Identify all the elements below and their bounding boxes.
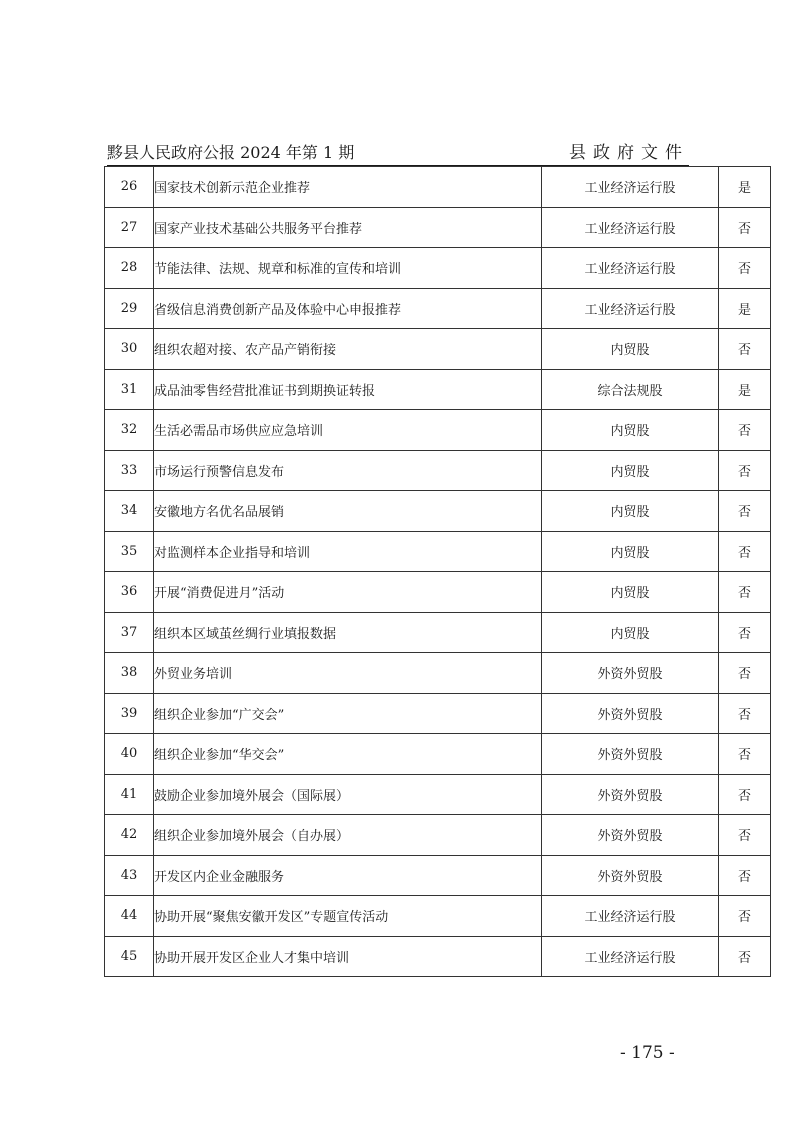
table-row: [105, 450, 771, 491]
yes-no-cell: 否: [719, 491, 771, 532]
table-row: [105, 369, 771, 410]
yes-no-cell: 否: [719, 248, 771, 289]
yes-no-cell: 否: [719, 207, 771, 248]
department-cell: 内贸股: [542, 329, 719, 370]
item-name-cell: 组织企业参加境外展会（自办展）: [154, 815, 542, 856]
row-number-cell: 38: [105, 653, 154, 694]
yes-no-cell: 否: [719, 855, 771, 896]
row-number-cell: 40: [105, 734, 154, 775]
section-title: 县政府文件: [569, 143, 689, 163]
table-row: [105, 329, 771, 370]
department-cell: 工业经济运行股: [542, 288, 719, 329]
yes-no-cell: 否: [719, 572, 771, 613]
item-name-cell: 节能法律、法规、规章和标准的宣传和培训: [154, 248, 542, 289]
item-name-cell: 省级信息消费创新产品及体验中心申报推荐: [154, 288, 542, 329]
department-cell: 工业经济运行股: [542, 896, 719, 937]
yes-no-cell: 否: [719, 329, 771, 370]
table-row: [105, 653, 771, 694]
department-cell: 内贸股: [542, 612, 719, 653]
table-row: [105, 896, 771, 937]
yes-no-cell: 否: [719, 734, 771, 775]
row-number-cell: 36: [105, 572, 154, 613]
row-number-cell: 35: [105, 531, 154, 572]
yes-no-cell: 是: [719, 167, 771, 208]
item-name-cell: 鼓励企业参加境外展会（国际展）: [154, 774, 542, 815]
department-cell: 工业经济运行股: [542, 248, 719, 289]
table-row: [105, 167, 771, 208]
department-cell: 内贸股: [542, 572, 719, 613]
row-number-cell: 42: [105, 815, 154, 856]
items-table-body: [105, 167, 771, 977]
row-number-cell: 45: [105, 936, 154, 977]
yes-no-cell: 否: [719, 896, 771, 937]
page-number: - 175 -: [620, 1043, 675, 1063]
yes-no-cell: 否: [719, 612, 771, 653]
row-number-cell: 33: [105, 450, 154, 491]
department-cell: 外资外贸股: [542, 774, 719, 815]
department-cell: 内贸股: [542, 491, 719, 532]
department-cell: 外资外贸股: [542, 815, 719, 856]
item-name-cell: 组织农超对接、农产品产销衔接: [154, 329, 542, 370]
row-number-cell: 37: [105, 612, 154, 653]
department-cell: 外资外贸股: [542, 653, 719, 694]
row-number-cell: 43: [105, 855, 154, 896]
department-cell: 内贸股: [542, 410, 719, 451]
item-name-cell: 组织本区域茧丝绸行业填报数据: [154, 612, 542, 653]
row-number-cell: 27: [105, 207, 154, 248]
item-name-cell: 市场运行预警信息发布: [154, 450, 542, 491]
table-row: [105, 855, 771, 896]
yes-no-cell: 否: [719, 531, 771, 572]
department-cell: 外资外贸股: [542, 693, 719, 734]
yes-no-cell: 是: [719, 369, 771, 410]
department-cell: 工业经济运行股: [542, 207, 719, 248]
row-number-cell: 28: [105, 248, 154, 289]
item-name-cell: 国家技术创新示范企业推荐: [154, 167, 542, 208]
item-name-cell: 对监测样本企业指导和培训: [154, 531, 542, 572]
item-name-cell: 生活必需品市场供应应急培训: [154, 410, 542, 451]
table-row: [105, 531, 771, 572]
table-row: [105, 491, 771, 532]
row-number-cell: 30: [105, 329, 154, 370]
department-cell: 工业经济运行股: [542, 936, 719, 977]
yes-no-cell: 否: [719, 936, 771, 977]
row-number-cell: 29: [105, 288, 154, 329]
items-table: [104, 166, 771, 977]
yes-no-cell: 否: [719, 450, 771, 491]
row-number-cell: 34: [105, 491, 154, 532]
yes-no-cell: 否: [719, 815, 771, 856]
department-cell: 外资外贸股: [542, 855, 719, 896]
row-number-cell: 31: [105, 369, 154, 410]
item-name-cell: 开展“消费促进月”活动: [154, 572, 542, 613]
table-row: [105, 572, 771, 613]
item-name-cell: 组织企业参加“广交会”: [154, 693, 542, 734]
yes-no-cell: 否: [719, 410, 771, 451]
table-row: [105, 774, 771, 815]
table-row: [105, 207, 771, 248]
row-number-cell: 41: [105, 774, 154, 815]
yes-no-cell: 否: [719, 693, 771, 734]
item-name-cell: 外贸业务培训: [154, 653, 542, 694]
table-row: [105, 288, 771, 329]
item-name-cell: 安徽地方名优名品展销: [154, 491, 542, 532]
department-cell: 外资外贸股: [542, 734, 719, 775]
page-header: [107, 141, 689, 165]
table-row: [105, 612, 771, 653]
yes-no-cell: 否: [719, 653, 771, 694]
item-name-cell: 成品油零售经营批准证书到期换证转报: [154, 369, 542, 410]
item-name-cell: 协助开展“聚焦安徽开发区”专题宣传活动: [154, 896, 542, 937]
table-row: [105, 815, 771, 856]
item-name-cell: 国家产业技术基础公共服务平台推荐: [154, 207, 542, 248]
item-name-cell: 组织企业参加“华交会”: [154, 734, 542, 775]
table-row: [105, 734, 771, 775]
department-cell: 综合法规股: [542, 369, 719, 410]
department-cell: 工业经济运行股: [542, 167, 719, 208]
table-row: [105, 693, 771, 734]
item-name-cell: 协助开展开发区企业人才集中培训: [154, 936, 542, 977]
yes-no-cell: 是: [719, 288, 771, 329]
row-number-cell: 32: [105, 410, 154, 451]
yes-no-cell: 否: [719, 774, 771, 815]
bulletin-title: 黟县人民政府公报 2024 年第 1 期: [107, 143, 355, 162]
table-row: [105, 936, 771, 977]
row-number-cell: 26: [105, 167, 154, 208]
row-number-cell: 44: [105, 896, 154, 937]
department-cell: 内贸股: [542, 531, 719, 572]
table-row: [105, 248, 771, 289]
row-number-cell: 39: [105, 693, 154, 734]
table-row: [105, 410, 771, 451]
item-name-cell: 开发区内企业金融服务: [154, 855, 542, 896]
department-cell: 内贸股: [542, 450, 719, 491]
